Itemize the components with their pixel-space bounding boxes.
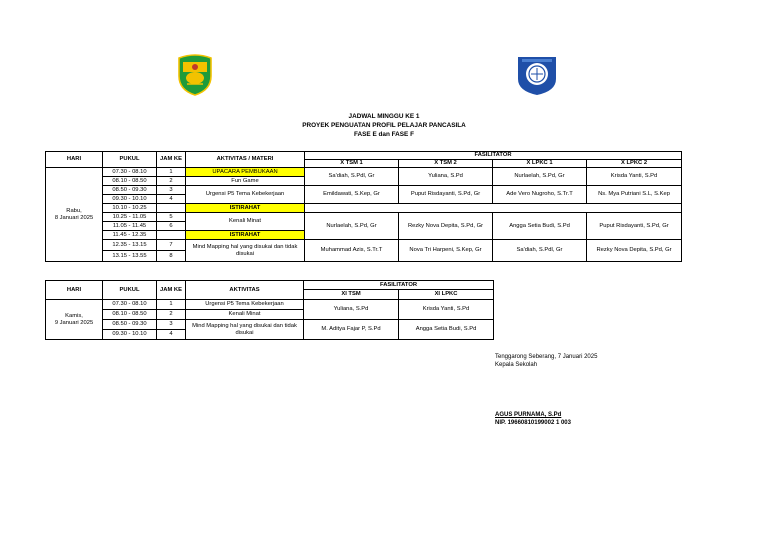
jam-cell: 4 — [157, 195, 186, 204]
time-cell: 12.35 - 13.15 — [103, 240, 157, 251]
title-line-2: PROYEK PENGUATAN PROFIL PELAJAR PANCASILA — [302, 122, 466, 129]
facilitator-cell: Puput Risdayanti, S.Pd, Gr — [399, 186, 493, 204]
day-cell — [46, 300, 103, 340]
day-date: 9 Januari 2025 — [54, 319, 94, 326]
facilitator-cell: Nurlaelah, S.Pd, Gr — [305, 213, 399, 240]
facilitator-cell: Puput Risdayanti, S.Pd, Gr — [587, 213, 682, 240]
schedule-table-wednesday — [45, 151, 682, 262]
document-title — [0, 112, 768, 139]
activity-cell: Mind Mapping hal yang disukai dan tidak disukai — [186, 240, 305, 262]
facilitator-cell: Angga Setia Budi, S.Pd — [493, 213, 587, 240]
day-name: Kamis, — [65, 312, 83, 319]
time-cell: 07.30 - 08.10 — [103, 300, 157, 310]
jam-cell: 7 — [157, 240, 186, 251]
signature-name-block — [495, 411, 571, 427]
time-cell: 11.05 - 11.45 — [103, 222, 157, 231]
jam-cell — [157, 231, 186, 240]
jam-cell: 6 — [157, 222, 186, 231]
facilitator-cell: Rezky Nova Depita, S.Pd, Gr — [399, 213, 493, 240]
school-logo — [514, 53, 560, 96]
header-fasilitator: FASILITATOR — [305, 152, 682, 160]
header-jam-ke: JAM KE — [157, 281, 186, 300]
signature-place-date: Tenggarong Seberang, 7 Januari 2025 — [495, 354, 598, 360]
jam-cell: 1 — [157, 168, 186, 177]
break-facilitator-cell — [305, 204, 682, 213]
time-cell: 10.25 - 11.05 — [103, 213, 157, 222]
class-header: X LPKC 1 — [493, 160, 587, 168]
facilitator-cell: Emildawati, S.Kep, Gr — [305, 186, 399, 204]
facilitator-cell: Sa'diah, S.Pdl, Gr — [305, 168, 399, 186]
break-cell: ISTIRAHAT — [186, 204, 305, 213]
facilitator-cell: Ns. Mya Putriani S.L, S.Kep — [587, 186, 682, 204]
time-cell: 08.10 - 08.50 — [103, 177, 157, 186]
time-cell: 13.15 - 13.55 — [103, 251, 157, 262]
facilitator-cell: Angga Setia Budi, S.Pd — [399, 320, 494, 340]
class-header: X TSM 2 — [399, 160, 493, 168]
day-name: Rabu, — [66, 207, 82, 214]
header-fasilitator: FASILITATOR — [304, 281, 494, 290]
coat-of-arms-logo — [175, 52, 215, 96]
signature-name: AGUS PURNAMA, S.Pd — [495, 412, 562, 418]
activity-cell: Urgensi P5 Tema Kebekerjaan — [186, 186, 305, 204]
header-hari: HARI — [46, 281, 103, 300]
activity-cell: UPACARA PEMBUKAAN — [186, 168, 305, 177]
jam-cell: 5 — [157, 213, 186, 222]
activity-cell: Urgensi P5 Tema Kebekerjaan — [186, 300, 304, 310]
activity-cell: Kenali Minat — [186, 213, 305, 231]
facilitator-cell: Krisda Yanti, S.Pd — [399, 300, 494, 320]
facilitator-cell: Yuliana, S.Pd — [304, 300, 399, 320]
break-cell: ISTIRAHAT — [186, 231, 305, 240]
activity-cell: Fun Game — [186, 177, 305, 186]
header-pukul: PUKUL — [103, 281, 157, 300]
class-header: X TSM 1 — [305, 160, 399, 168]
facilitator-cell: Ade Vero Nugroho, S.Tr.T — [493, 186, 587, 204]
jam-cell — [157, 204, 186, 213]
schedule-table-thursday — [45, 280, 494, 340]
time-cell: 08.50 - 09.30 — [103, 186, 157, 195]
facilitator-cell: M. Aditya Fajar P, S.Pd — [304, 320, 399, 340]
header-jam-ke: JAM KE — [157, 152, 186, 168]
header-pukul: PUKUL — [103, 152, 157, 168]
time-cell: 07.30 - 08.10 — [103, 168, 157, 177]
header-aktivitas: AKTIVITAS / MATERI — [186, 152, 305, 168]
facilitator-cell: Nova Tri Harpeni, S.Kep, Gr — [399, 240, 493, 262]
class-header: X LPKC 2 — [587, 160, 682, 168]
header-hari: HARI — [46, 152, 103, 168]
day-cell — [46, 168, 103, 262]
class-header: XI LPKC — [399, 290, 494, 300]
facilitator-cell: Yuliana, S.Pd — [399, 168, 493, 186]
signature-block — [495, 353, 597, 369]
facilitator-cell: Nurlaelah, S.Pd, Gr — [493, 168, 587, 186]
jam-cell: 4 — [157, 330, 186, 340]
signature-nip: NIP. 19660810199002 1 003 — [495, 420, 571, 426]
facilitator-cell: Sa'diah, S.Pdl, Gr — [493, 240, 587, 262]
title-line-1: JADWAL MINGGU KE 1 — [348, 113, 420, 120]
facilitator-cell: Muhammad Azis, S.Tr.T — [305, 240, 399, 262]
signature-position: Kepala Sekolah — [495, 362, 538, 368]
facilitator-cell: Krisda Yanti, S.Pd — [587, 168, 682, 186]
time-cell: 10.10 - 10.25 — [103, 204, 157, 213]
activity-cell: Mind Mapping hal yang disukai dan tidak disukai — [186, 320, 304, 340]
jam-cell: 2 — [157, 177, 186, 186]
activity-cell: Kenali Minat — [186, 310, 304, 320]
time-cell: 08.50 - 09.30 — [103, 320, 157, 330]
day-date: 8 Januari 2025 — [54, 214, 94, 221]
jam-cell: 3 — [157, 320, 186, 330]
time-cell: 08.10 - 08.50 — [103, 310, 157, 320]
time-cell: 09.30 - 10.10 — [103, 330, 157, 340]
time-cell: 09.30 - 10.10 — [103, 195, 157, 204]
time-cell: 11.45 - 12.35 — [103, 231, 157, 240]
jam-cell: 1 — [157, 300, 186, 310]
class-header: XI TSM — [304, 290, 399, 300]
facilitator-cell: Rezky Nova Depita, S.Pd, Gr — [587, 240, 682, 262]
jam-cell: 2 — [157, 310, 186, 320]
header-aktivitas: AKTIVITAS — [186, 281, 304, 300]
title-line-3: FASE E dan FASE F — [353, 131, 414, 138]
jam-cell: 3 — [157, 186, 186, 195]
jam-cell: 8 — [157, 251, 186, 262]
